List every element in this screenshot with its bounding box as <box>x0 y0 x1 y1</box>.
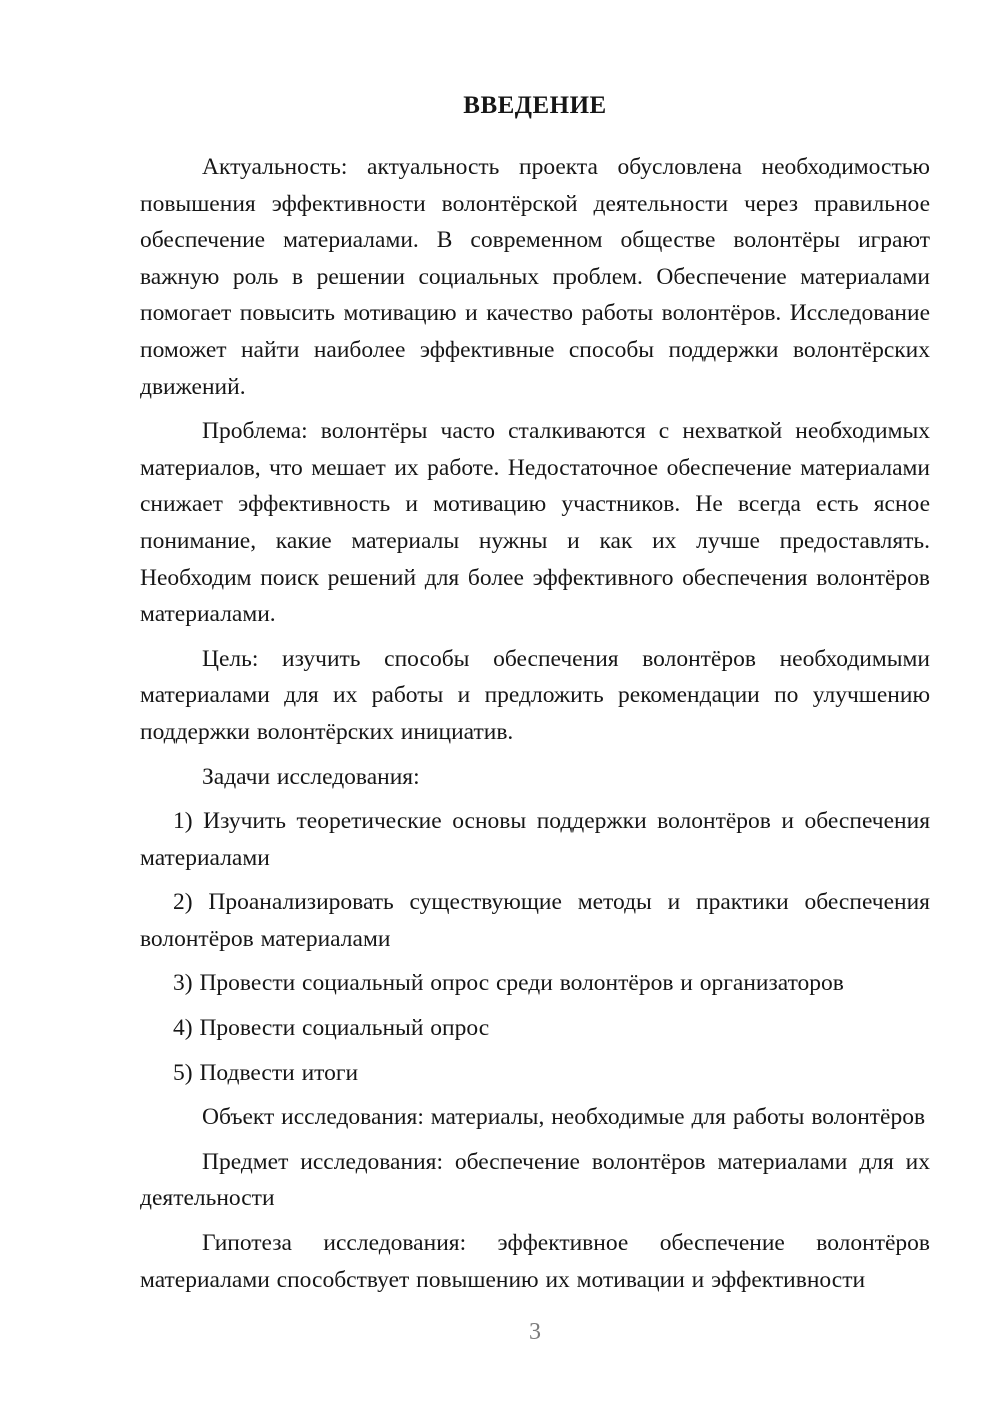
section-title: ВВЕДЕНИЕ <box>463 92 607 119</box>
paragraph-problem: Проблема: волонтёры часто сталкиваются с нехваткой необходимых материалов, что мешает их работе. Недостаточное обеспечение материалами снижает эффективность и мотивацию участников. Не всегда есть ясное понимание, какие материалы нужны и как их лучше предоставлять. Необходим поиск решений для более эффективного обеспечения волонтёров материалами. <box>140 418 930 628</box>
paragraph-goal: Цель: изучить способы обеспечения волонтёров необходимыми материалами для их работы и предложить рекомендации по улучшению поддержки волонтёрских инициатив. <box>140 645 930 745</box>
text-column <box>140 92 930 1306</box>
paragraph-hypothesis: Гипотеза исследования: эффективное обеспечение волонтёров материалами способствует повышению их мотивации и эффективности <box>140 1230 930 1293</box>
task-item-4: 4) Провести социальный опрос <box>173 1015 490 1042</box>
task-item-5: 5) Подвести итоги <box>173 1059 359 1086</box>
tasks-heading: Задачи исследования: <box>202 763 420 790</box>
page-number: 3 <box>529 1319 541 1345</box>
paragraph-relevance: Актуальность: актуальность проекта обусловлена необходимостью повышения эффективности волонтёрской деятельности через правильное обеспечение материалами. В современном обществе волонтёры играют важную роль в решении социальных проблем. Обеспечение материалами помогает повысить мотивацию и качество работы волонтёров. Исследование поможет найти наиболее эффективные способы поддержки волонтёрских движений. <box>140 154 930 400</box>
task-item-2: 2) Проанализировать существующие методы и практики обеспечения волонтёров материалами <box>140 889 930 952</box>
task-item-1: 1) Изучить теоретические основы поддержки волонтёров и обеспечения материалами <box>140 808 930 871</box>
paragraph-subject: Предмет исследования: обеспечение волонтёров материалами для их деятельности <box>140 1148 930 1212</box>
paragraph-object: Объект исследования: материалы, необходимые для работы волонтёров <box>202 1104 926 1131</box>
task-item-3: 3) Провести социальный опрос среди волонтёров и организаторов <box>173 970 844 997</box>
